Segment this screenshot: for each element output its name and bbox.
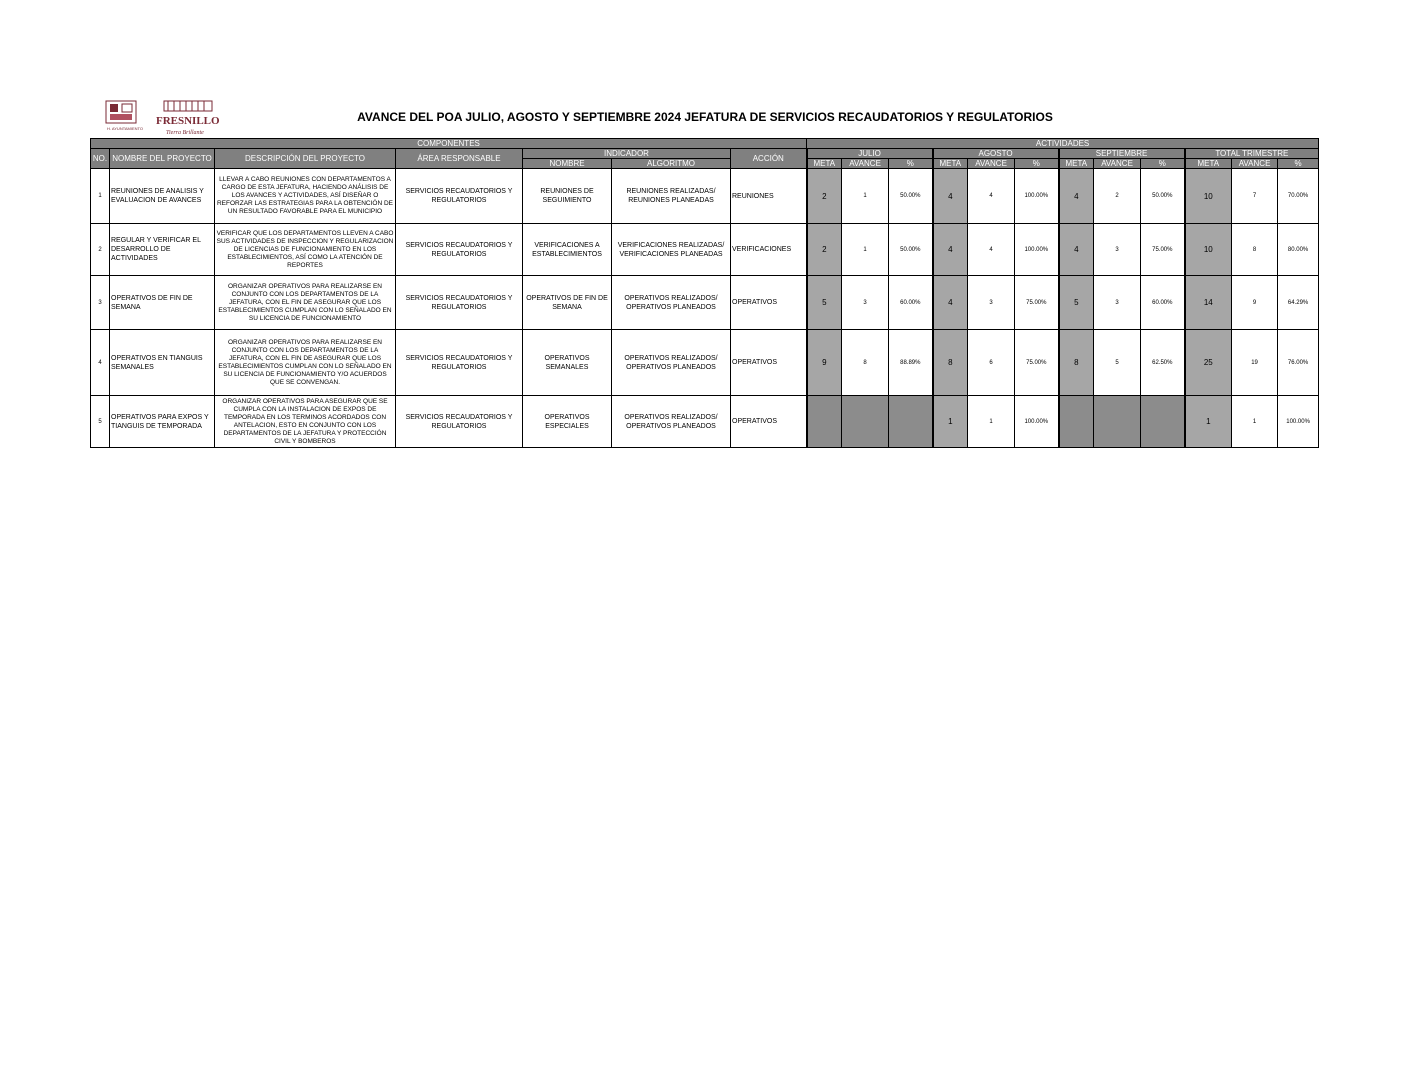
- julio-pct: [889, 396, 933, 448]
- septiembre-avance: 2: [1094, 169, 1141, 224]
- agosto-pct: 100.00%: [1015, 396, 1059, 448]
- total-pct: 80.00%: [1278, 224, 1319, 276]
- septiembre-meta: 4: [1059, 169, 1094, 224]
- project-name: OPERATIVOS DE FIN DE SEMANA: [110, 276, 215, 330]
- pct-header: %: [1015, 159, 1059, 169]
- row-number: 1: [91, 169, 110, 224]
- total-pct: 76.00%: [1278, 330, 1319, 396]
- julio-avance: 1: [842, 169, 889, 224]
- month-header-agosto: AGOSTO: [933, 149, 1059, 159]
- septiembre-meta: 5: [1059, 276, 1094, 330]
- agosto-avance: 4: [968, 224, 1015, 276]
- julio-avance: 1: [842, 224, 889, 276]
- agosto-avance: 1: [968, 396, 1015, 448]
- indicator-name: OPERATIVOS DE FIN DE SEMANA: [523, 276, 612, 330]
- project-name: REUNIONES DE ANALISIS Y EVALUACION DE AVANCES: [110, 169, 215, 224]
- septiembre-meta: 4: [1059, 224, 1094, 276]
- julio-pct: 60.00%: [889, 276, 933, 330]
- row-number: 2: [91, 224, 110, 276]
- agosto-meta: 4: [933, 224, 968, 276]
- row-number: 3: [91, 276, 110, 330]
- total-pct: 64.29%: [1278, 276, 1319, 330]
- agosto-meta: 4: [933, 276, 968, 330]
- julio-avance: [842, 396, 889, 448]
- responsible-area: SERVICIOS RECAUDATORIOS Y REGULATORIOS: [396, 276, 523, 330]
- agosto-meta: 8: [933, 330, 968, 396]
- logos: [104, 98, 224, 138]
- julio-pct: 88.89%: [889, 330, 933, 396]
- action: VERIFICACIONES: [731, 224, 807, 276]
- table-row: [91, 396, 1319, 448]
- table-row: [91, 330, 1319, 396]
- meta-header: META: [933, 159, 968, 169]
- header-row-2: [91, 149, 1319, 159]
- septiembre-pct: 62.50%: [1141, 330, 1185, 396]
- total-avance: 19: [1232, 330, 1278, 396]
- nombre-proyecto-header: NOMBRE DEL PROYECTO: [110, 149, 215, 169]
- pct-header: %: [1278, 159, 1319, 169]
- indicador-header: INDICADOR: [523, 149, 731, 159]
- agosto-avance: 3: [968, 276, 1015, 330]
- septiembre-pct: 50.00%: [1141, 169, 1185, 224]
- ind-nombre-header: NOMBRE: [523, 159, 612, 169]
- avance-header: AVANCE: [1232, 159, 1278, 169]
- page-title: AVANCE DEL POA JULIO, AGOSTO Y SEPTIEMBRE 2024 JEFATURA DE SERVICIOS RECAUDATORIOS Y REGULATORIOS: [357, 110, 1053, 124]
- project-name: REGULAR Y VERIFICAR EL DESARROLLO DE ACTIVIDADES: [110, 224, 215, 276]
- pct-header: %: [1141, 159, 1185, 169]
- responsible-area: SERVICIOS RECAUDATORIOS Y REGULATORIOS: [396, 330, 523, 396]
- meta-header: META: [1059, 159, 1094, 169]
- project-description: ORGANIZAR OPERATIVOS PARA ASEGURAR QUE SE CUMPLA CON LA INSTALACION DE EXPOS DE TEMPORADA EN LOS TERMINOS ACORDADOS CON ANTELACION, ESTO EN CONJUNTO CON LOS DEPARTAMENTOS DE LA JEFATURA Y PROTECCIÓN CIVIL Y BOMBEROS: [215, 396, 396, 448]
- total-pct: 70.00%: [1278, 169, 1319, 224]
- total-avance: 7: [1232, 169, 1278, 224]
- agosto-meta: 1: [933, 396, 968, 448]
- agosto-meta: 4: [933, 169, 968, 224]
- indicator-name: REUNIONES DE SEGUIMIENTO: [523, 169, 612, 224]
- agosto-pct: 75.00%: [1015, 276, 1059, 330]
- julio-pct: 50.00%: [889, 224, 933, 276]
- avance-header: AVANCE: [842, 159, 889, 169]
- action: REUNIONES: [731, 169, 807, 224]
- agosto-avance: 4: [968, 169, 1015, 224]
- avance-header: AVANCE: [1094, 159, 1141, 169]
- project-description: ORGANIZAR OPERATIVOS PARA REALIZARSE EN CONJUNTO CON LOS DEPARTAMENTOS DE LA JEFATURA, CON EL FIN DE ASEGURAR QUE LOS ESTABLECIMIENTOS CUMPLAN CON LO SEÑALADO EN SU LICENCIA DE FUNCIONAMIENTO: [215, 276, 396, 330]
- table-row: [91, 224, 1319, 276]
- total-meta: 25: [1185, 330, 1232, 396]
- total-meta: 10: [1185, 224, 1232, 276]
- total-meta: 1: [1185, 396, 1232, 448]
- indicator-algorithm: OPERATIVOS REALIZADOS/ OPERATIVOS PLANEADOS: [612, 396, 731, 448]
- julio-pct: 50.00%: [889, 169, 933, 224]
- table-row: [91, 169, 1319, 224]
- logo-main-text: FRESNILLO: [156, 115, 220, 127]
- action: OPERATIVOS: [731, 330, 807, 396]
- project-description: LLEVAR A CABO REUNIONES CON DEPARTAMENTOS A CARGO DE ESTA JEFATURA, HACIENDO ANÁLISIS DE LOS AVANCES Y ACTIVIDADES, ASÍ DISEÑAR O REFORZAR LAS ESTRATEGIAS PARA LA OBTENCIÓN DE UN RESULTADO FAVORABLE PARA EL MUNICIPIO: [215, 169, 396, 224]
- descripcion-header: DESCRIPCIÓN DEL PROYECTO: [215, 149, 396, 169]
- actividades-header: ACTIVIDADES: [807, 139, 1319, 149]
- total-avance: 1: [1232, 396, 1278, 448]
- indicator-algorithm: REUNIONES REALIZADAS/ REUNIONES PLANEADAS: [612, 169, 731, 224]
- indicator-name: OPERATIVOS SEMANALES: [523, 330, 612, 396]
- month-header-total: TOTAL TRIMESTRE: [1185, 149, 1319, 159]
- total-pct: 100.00%: [1278, 396, 1319, 448]
- septiembre-meta: 8: [1059, 330, 1094, 396]
- project-description: VERIFICAR QUE LOS DEPARTAMENTOS LLEVEN A CABO SUS ACTIVIDADES DE INSPECCION Y REGULARIZACION DE LICENCIAS DE FUNCIONAMIENTO EN LOS ESTABLECIMIENTOS, ASÍ COMO LA ATENCIÓN DE REPORTES: [215, 224, 396, 276]
- action: OPERATIVOS: [731, 396, 807, 448]
- agosto-avance: 6: [968, 330, 1015, 396]
- project-name: OPERATIVOS EN TIANGUIS SEMANALES: [110, 330, 215, 396]
- meta-header: META: [1185, 159, 1232, 169]
- fresnillo-logo-icon: [104, 98, 224, 138]
- indicator-name: OPERATIVOS ESPECIALES: [523, 396, 612, 448]
- project-description: ORGANIZAR OPERATIVOS PARA REALIZARSE EN CONJUNTO CON LOS DEPARTAMENTOS DE LA JEFATURA, CON EL FIN DE ASEGURAR QUE LOS ESTABLECIMIENTOS CUMPLAN CON LO SEÑALADO EN SU LICENCIA DE FUNCIONAMIENTO Y/O ACUERDOS QUE SE CONVENGAN.: [215, 330, 396, 396]
- header-row-1: [91, 139, 1319, 149]
- indicator-algorithm: OPERATIVOS REALIZADOS/ OPERATIVOS PLANEADOS: [612, 330, 731, 396]
- componentes-header: COMPONENTES: [91, 139, 807, 149]
- total-meta: 14: [1185, 276, 1232, 330]
- responsible-area: SERVICIOS RECAUDATORIOS Y REGULATORIOS: [396, 224, 523, 276]
- septiembre-pct: 60.00%: [1141, 276, 1185, 330]
- septiembre-pct: 75.00%: [1141, 224, 1185, 276]
- septiembre-avance: 3: [1094, 276, 1141, 330]
- seal-caption: H. AYUNTAMIENTO: [107, 126, 144, 131]
- project-name: OPERATIVOS PARA EXPOS Y TIANGUIS DE TEMPORADA: [110, 396, 215, 448]
- julio-meta: [807, 396, 842, 448]
- septiembre-avance: [1094, 396, 1141, 448]
- month-header-septiembre: SEPTIEMBRE: [1059, 149, 1185, 159]
- septiembre-pct: [1141, 396, 1185, 448]
- indicator-algorithm: VERIFICACIONES REALIZADAS/ VERIFICACIONES PLANEADAS: [612, 224, 731, 276]
- indicator-algorithm: OPERATIVOS REALIZADOS/ OPERATIVOS PLANEADOS: [612, 276, 731, 330]
- julio-meta: 2: [807, 169, 842, 224]
- area-header: ÁREA RESPONSABLE: [396, 149, 523, 169]
- responsible-area: SERVICIOS RECAUDATORIOS Y REGULATORIOS: [396, 169, 523, 224]
- avance-header: AVANCE: [968, 159, 1015, 169]
- action: OPERATIVOS: [731, 276, 807, 330]
- julio-avance: 8: [842, 330, 889, 396]
- julio-meta: 2: [807, 224, 842, 276]
- row-number: 5: [91, 396, 110, 448]
- row-number: 4: [91, 330, 110, 396]
- agosto-pct: 100.00%: [1015, 169, 1059, 224]
- responsible-area: SERVICIOS RECAUDATORIOS Y REGULATORIOS: [396, 396, 523, 448]
- meta-header: META: [807, 159, 842, 169]
- pct-header: %: [889, 159, 933, 169]
- septiembre-meta: [1059, 396, 1094, 448]
- logo-sub-text: Tierra Brillante: [166, 130, 204, 136]
- total-avance: 8: [1232, 224, 1278, 276]
- agosto-pct: 100.00%: [1015, 224, 1059, 276]
- no-header: NO.: [91, 149, 110, 169]
- total-meta: 10: [1185, 169, 1232, 224]
- julio-meta: 5: [807, 276, 842, 330]
- julio-avance: 3: [842, 276, 889, 330]
- septiembre-avance: 5: [1094, 330, 1141, 396]
- algoritmo-header: ALGORITMO: [612, 159, 731, 169]
- poa-table: [90, 138, 1319, 448]
- septiembre-avance: 3: [1094, 224, 1141, 276]
- indicator-name: VERIFICACIONES A ESTABLECIMIENTOS: [523, 224, 612, 276]
- table-row: [91, 276, 1319, 330]
- month-header-julio: JULIO: [807, 149, 933, 159]
- total-avance: 9: [1232, 276, 1278, 330]
- accion-header: ACCIÓN: [731, 149, 807, 169]
- julio-meta: 9: [807, 330, 842, 396]
- agosto-pct: 75.00%: [1015, 330, 1059, 396]
